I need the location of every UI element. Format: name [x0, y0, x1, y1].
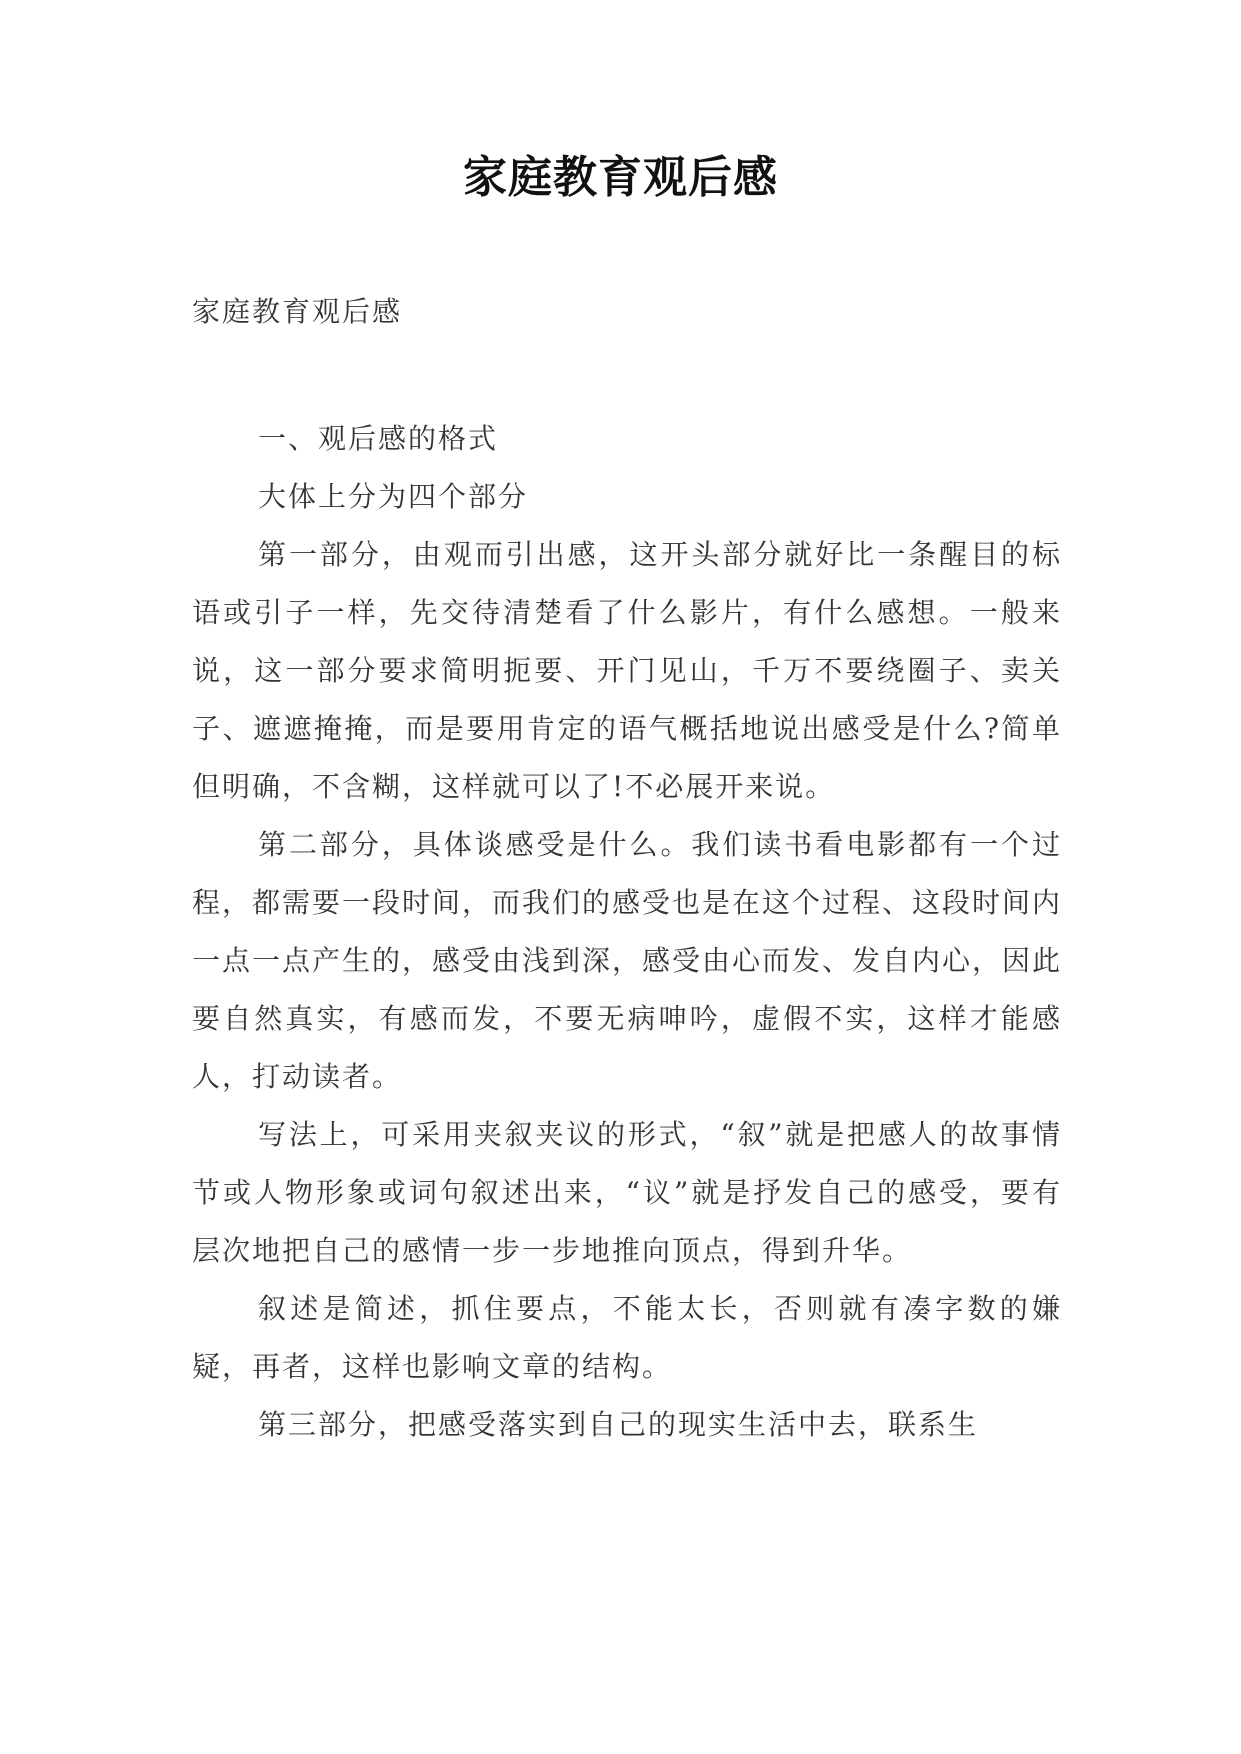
paragraph-overview: 大体上分为四个部分 — [258, 480, 529, 513]
document-heading: 家庭教育观后感 — [192, 295, 403, 328]
document-body — [192, 410, 1062, 1454]
paragraph-part-one: 第一部分，由观而引出感，这开头部分就好比一条醒目的标语或引子一样，先交待清楚看了什么影片，有什么感想。一般来说，这一部分要求简明扼要、开门见山，千万不要绕圈子、卖关子、遮遮掩掩，而是要用肯定的语气概括地说出感受是什么?简单但明确，不含糊，这样就可以了!不必展开来说。 — [192, 538, 1062, 803]
document-title: 家庭教育观后感 — [463, 152, 778, 203]
paragraph-section-heading: 一、观后感的格式 — [258, 422, 499, 455]
paragraph-narration-note: 叙述是简述，抓住要点，不能太长，否则就有凑字数的嫌疑，再者，这样也影响文章的结构。 — [192, 1292, 1062, 1383]
paragraph-part-three: 第三部分，把感受落实到自己的现实生活中去，联系生 — [258, 1408, 979, 1441]
paragraph-writing-method: 写法上，可采用夹叙夹议的形式，“叙”就是把感人的故事情节或人物形象或词句叙述出来，“议”就是抒发自己的感受，要有层次地把自己的感情一步一步地推向顶点，得到升华。 — [192, 1118, 1062, 1267]
paragraph-part-two: 第二部分，具体谈感受是什么。我们读书看电影都有一个过程，都需要一段时间，而我们的感受也是在这个过程、这段时间内一点一点产生的，感受由浅到深，感受由心而发、发自内心，因此要自然真实，有感而发，不要无病呻吟，虚假不实，这样才能感人，打动读者。 — [192, 828, 1063, 1093]
